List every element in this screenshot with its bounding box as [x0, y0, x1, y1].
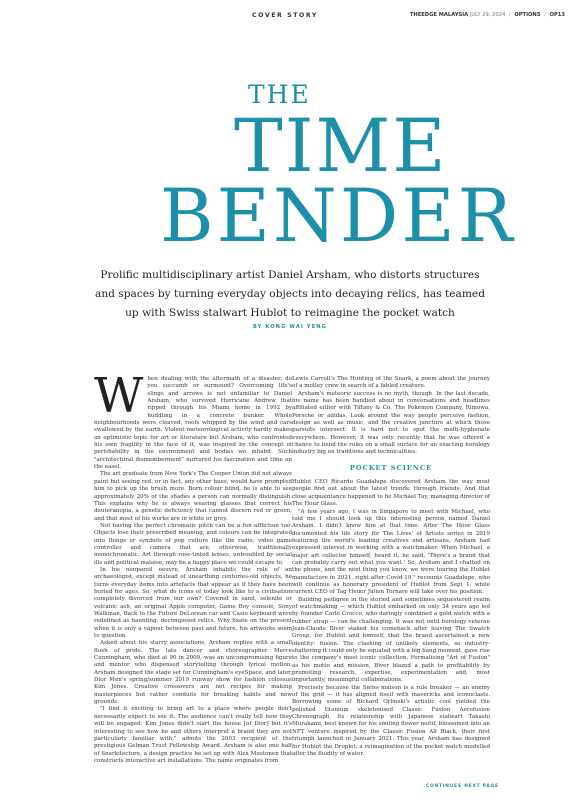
- headline-bender: BENDER: [160, 174, 516, 259]
- article-paragraph: In his nonpareil oeuvre, Arsham inhabits the role of an archaeologist, except instead of unearthing centuries-old objects, he turns everyday items into artefacts that appear as if they have been buried for ages. So, what do icons of today look like to a civilisation completely divorced from our own? Covered in sand, selenite or volcanic ash, an original Apple computer, Game Boy console, Sony Walkman, Back to the Future DeLorean car and Casio keyboard were redefined as haunting, decomposed relics. Why fixate on the present when it is only a vapour between past and future, his artworks seem to question.: [94, 566, 292, 640]
- headline-the: THE: [248, 80, 311, 109]
- publication-name: THEEDGE MALAYSIA: [409, 12, 469, 18]
- article-paragraph: Lewis Carroll's The Hunting of the Snark, a poem about the journey of a motley crew in search of a fabled creature.: [292, 376, 490, 390]
- divider: /: [544, 12, 546, 18]
- continues-next-page: CONTINUES NEXT PAGE: [426, 784, 499, 789]
- issue-date: JULY 29, 2024: [469, 12, 506, 18]
- standfirst: Prolific multidisciplinary artist Daniel Arsham, who distorts structures and spaces by turning everyday objects into decaying relics, has teamed up with Swiss stalwart Hublot to reimagine the pocket watch: [95, 269, 485, 319]
- article-paragraph: Not having the perfect chromatic pitch can be a fun affliction too: Objects lose their prescribed meaning, and colours can be integrated into things or symbols of pop culture like the radio, video game controller and camera that are, otherwise, traditionally monochromatic. Art through rose-tinted lenses, untroubled by social ills and political malaise, may be a happy place we could escape to.: [94, 522, 292, 566]
- article-text: hen dealing with the aftermath of a disaster, do you succumb or surmount? Overcoming life's slings and arrows is not unfamiliar to Daniel Arsham, who survived Hurricane Andrew that ripped through his Miami home in 1992 by huddling in a concrete bunker. Whole neighbourhoods were cleaved, roofs whipped by the wind and cars swallowed by the earth. Violent meteorological activity hardly makes an optimistic topic for art or literature but Arsham, who confronted his own fragility in the face of it, was inspired by the concept of perishability in the environment and bodies we inhabit. Such "architectural dismemberment" nurtured his fascination and time on the easel.: [94, 376, 292, 471]
- article-column-left: [94, 368, 292, 765]
- byline: BY KONG WAI YENG: [252, 324, 328, 330]
- section-name: OPTIONS: [514, 12, 541, 18]
- section-label: COVER STORY: [252, 12, 319, 19]
- subheading: POCKET SCIENCE: [349, 463, 433, 472]
- article-paragraph: [94, 368, 292, 471]
- article-paragraph: The art graduate from New York's The Cooper Union did not always paint but seeing red, or in fact, any other hues, would have prompted him to pick up the brush more. Born colour blind, he is able to see approximately 20% of the shades a person can normally distinguish. This explains why he is always wearing glasses that correct his deuteranopia, a genetic deficiency that cannot discern red or green, and that most of his works are in white or grey.: [94, 471, 292, 522]
- page-header: [0, 0, 580, 28]
- article-paragraph: Arsham's meteoric success is no myth, though. In the last decade, his name has been bandied about in conversations and headlines affiliated either with Tiffany & Co, The Pokémon Company, Rimowa, Porsche or adidas. Look around the way people perceive fashion, design as well as music, and the creative juncture at which those pursuits intersect: It is hard not to spot the multi-hyphenate everywhere. However, it was only recently that he was offered a chance to bend the rules on a small surface for an exacting horology industry big on traditions and technicalities.: [292, 390, 490, 456]
- article-paragraph: Precisely because the Swiss maison is a rule breaker — an enemy of the grid — it has aligned itself with mavericks and iconoclasts. Borrowing some of Richard Orlinski's artistic cool yielded the polished titanium skeletonised Classic Fusion Aerofusion Chronograph. Its relationship with Japanese stalwart Takashi Murakami, best known for his smiling flower motif, blossomed into an NFT venture inspired by the Classic Fusion All Black, their first triumph launched in January 2021. This year, Arsham has designed for Hublot the Droplet, a reimagination of the pocket watch modelled after the fluidity of water.: [292, 684, 490, 757]
- article-paragraph: Asked about his starry associations, Arsham replies with a small flush of pride. The late dancer and choreographer Merce Cunningham, who died at 90 in 2009, was an uncompromising figure and mentor who dispensed storytelling through lyrical motion. Arsham designed the stage set for Cunningham's eyeSpace, and later, Dior Men's spring/summer 2019 runway show for fashion colossus Kim Jones. Creative crossovers are not recipes for making masterpieces but rather conduits for breaking habits and new grounds.: [94, 640, 292, 706]
- headline-time: TIME: [234, 104, 448, 189]
- article-paragraph: "A few years ago, I was in Singapore to meet with Michael, who told me I should look up this interesting person named Daniel Arsham. I didn't know him at that time. After The Hour Glass documented his life story for The Lives' of Artists series in 2019 featuring the world's leading creatives and artisans, Arsham had expressed interest in working with a watchmaker. When Michael, a major art collector himself, heard it, he said, 'There's a brand that can probably carry out what you want.' So, Arsham and I chatted on the phone, and the next thing you know, we were touring the Hublot manufacture in 2021, right after Covid-19," recounts Guadalupe, who will continue as honorary president of Hublot from Sept 1, while current CEO of Tag Heuer Julien Tornare will take over his position.: [292, 508, 490, 596]
- drop-cap: W: [94, 368, 144, 424]
- article-paragraph: "I find it exciting to bring art to a place where people don't necessarily expect to see it. The audience can't really tell how they will be engaged. Kim Jones didn't start the house [of Dior] but it's interesting to see how he and others interpret a brand they are not particularly familiar with," admits the 2003 recipient of the prestigious Gelman Trust Fellowship Award. Arsham is also one half of Snarkitecture, a design practice he set up with Alex Mustonen that constructs interactive art installations. The name originates from: [94, 706, 292, 764]
- article-column-right: [292, 376, 490, 758]
- page-number: OP13: [549, 12, 565, 18]
- divider: /: [508, 12, 511, 18]
- masthead: [410, 12, 565, 18]
- article-paragraph: Building pedigree in the storied and sometimes sequestered realm of watchmaking — which Hublot embarked on only 34 years ago led by founder Carlo Crocco, who daringly combined a gold watch with a rubber strap — can be challenging. It was not until horology veteran Jean-Claude Biver staked his comeback after leaving The Swatch Group, for Hublot and himself, that the brand ascertained a new identity: fusion. The clashing of unlikely elements, so industry-shattering it could only be equated with a big bang moment, gave rise to the company's most iconic collection. Formalising "Art of Fusion" as his motto and mission, Biver blazed a path to profitability by promoting research, expertise, experimentation and, most importantly, meaningful collaborations.: [292, 596, 490, 684]
- article-paragraph: Hublot CEO Ricardo Guadalupe discovered Arsham the way most people find out about the latest trends: through friends. And that close acquaintance happened to be Michael Tay, managing director of The Hour Glass.: [292, 479, 490, 508]
